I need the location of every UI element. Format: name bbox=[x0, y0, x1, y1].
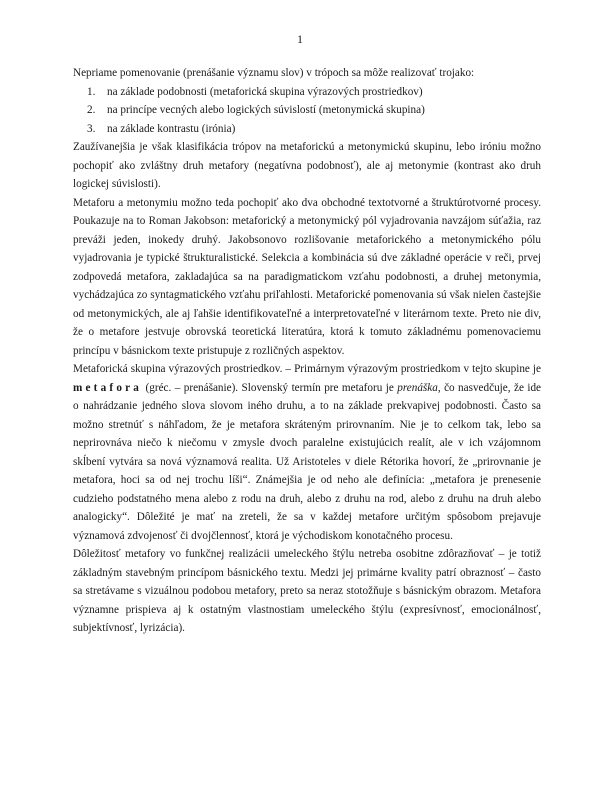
list-item-text: na princípe vecných alebo logických súvislostí (metonymická skupina) bbox=[107, 104, 425, 116]
paragraph-jakobson: Metaforu a metonymiu možno teda pochopiť ako dva obchodné textotvorné a štruktúrotvorné procesy. Poukazuje na to Roman Jakobson: metaforický a metonymický pól vyjadrovania navzájom súťažia, raz preváži jeden, inokedy druhý. Jakobsonovo rozlišovanie metaforického a metonymického pólu vyjadrovania je typické štrukturalistické. Selekcia a kombinácia sú dve základné operácie v reči, prvej zodpovedá metafora, zakladajúca sa na paradigmatickom vzťahu podobnosti, a druhej metonymia, vychádzajúca zo syntagmatického vzťahu priľahlosti. Metaforické pomenovania sú však nielen častejšie od metonymických, ale aj ľahšie identifikovateľné a interpretovateľné v literárnom texte. Preto nie div, že o metafore jestvuje obrovská teoretická literatúra, ktorá k tomuto základnému pomenovaciemu princípu v básnickom texte pristupuje z rozličných aspektov. bbox=[73, 196, 541, 357]
list-item-number: 3. bbox=[87, 122, 96, 135]
document-body bbox=[73, 64, 541, 638]
page-number: 1 bbox=[297, 32, 303, 46]
intro-paragraph: Nepriame pomenovanie (prenášanie významu slov) v trópoch sa môže realizovať trojako: bbox=[73, 67, 475, 79]
list-item bbox=[73, 120, 541, 139]
paragraph-metaphor-part-c: , čo nasvedčuje, že ide o nahrádzanie jedného slova slovom iného druhu, a to na základe prekvapivej podobnosti. Často sa možno stretnúť s náhľadom, že je metafora skráteným prirovnaním. Nie je to celkom tak, lebo sa neprirovnáva niečo k niečomu v zmysle dvoch paralelne existujúcich realít, ale v ich vzájomnom skĺbení vytvára sa nová významová realita. Už Aristoteles v diele Rétorika hovorí, že „prirovnanie je metafora, hoci sa od nej trochu líši“. Známejšia je od neho ale definícia: „metafora je prenesenie cudzieho podstatného mena alebo z rodu na druh, alebo z druhu na rod, alebo z druhu na druh alebo analogicky“. Dôležité je mať na zreteli, že sa v každej metafore určitým spôsobom prejavuje významová zdvojenosť či dvojčlennosť, ktorá je východiskom konotačného procesu. bbox=[73, 381, 542, 542]
list-item-number: 1. bbox=[87, 85, 96, 98]
paragraph-importance: Dôležitosť metafory vo funkčnej realizácii umeleckého štýlu netreba osobitne zdôrazňovať – je totiž základným stavebným princípom básnického textu. Medzi jej primárne kvality patrí obraznosť – často sa stretávame s vizuálnou podobou metafory, preto sa neraz stotožňuje s básnickým obrazom. Metafora významne prispieva aj k ostatným vlastnostiam umeleckého štýlu (expresívnosť, emocionálnosť, subjektívnosť, lyrizácia). bbox=[73, 548, 541, 634]
paragraph-metaphor-part-b: (gréc. – prenášanie). Slovenský termín pre metaforu je bbox=[142, 381, 398, 394]
list-item bbox=[73, 83, 541, 102]
term-prenaska: prenáška bbox=[397, 381, 438, 394]
paragraph-metaphor-part-a: Metaforická skupina výrazových prostriedkov. – Primárnym výrazovým prostriedkom v tejto skupine je bbox=[73, 363, 541, 375]
list-item-number: 2. bbox=[87, 104, 96, 116]
trope-list bbox=[73, 83, 541, 139]
paragraph-classification: Zaužívanejšia je však klasifikácia trópov na metaforickú a metonymickú skupinu, lebo iróniu možno pochopiť ako zvláštny druh metafory (negatívna podobnosť), ale aj metonymie (kontrast ako druh logickej súvislosti). bbox=[73, 141, 541, 190]
term-metafora: metafora bbox=[73, 381, 143, 394]
list-item-text: na základe podobnosti (metaforická skupina výrazových prostriedkov) bbox=[107, 85, 423, 98]
paragraph-metaphor bbox=[73, 360, 541, 545]
list-item bbox=[73, 101, 541, 120]
list-item-text: na základe kontrastu (irónia) bbox=[107, 122, 236, 135]
